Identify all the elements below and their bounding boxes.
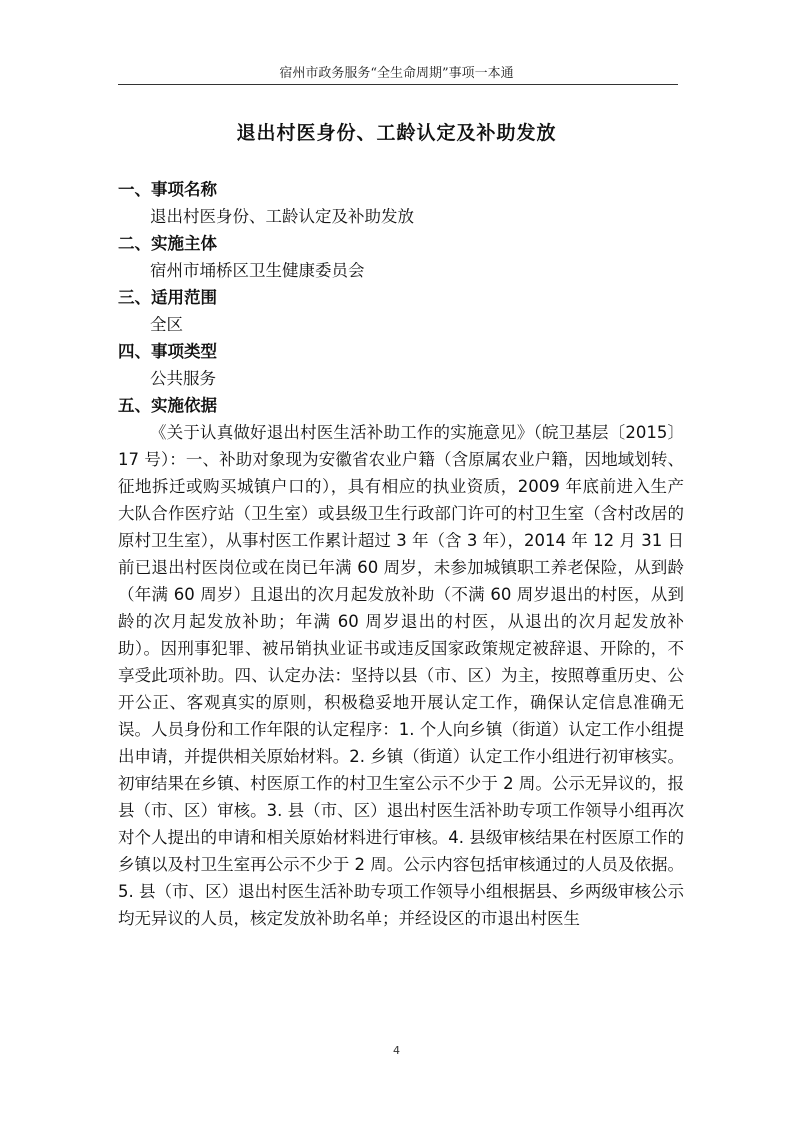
section-value-scope: 全区 [150,315,183,334]
section-value-item-name: 退出村医身份、工龄认定及补助发放 [150,207,414,226]
header-rule [118,84,678,85]
section-heading-scope: 三、适用范围 [118,288,217,307]
document-body [118,176,684,932]
section-value-subject: 宿州市埇桥区卫生健康委员会 [150,261,365,280]
section-heading-type: 四、事项类型 [118,342,217,361]
section-heading-basis: 五、实施依据 [118,396,217,415]
section-value-type: 公共服务 [150,369,216,388]
document-title: 退出村医身份、工龄认定及补助发放 [236,122,557,144]
section-text-basis: 《关于认真做好退出村医生活补助工作的实施意见》（皖卫基层〔2015〕17 号）：一、补助对象现为安徽省农业户籍（含原属农业户籍，因地域划转、征地拆迁或购买城镇户口的），具有相应的执业资质，2009 年底前进入生产大队合作医疗站（卫生室）或县级卫生行政部门许可的村卫生室（含村改居的原村卫生室），从事村医工作累计超过 3 年（含 3 年），2014 年 12 月 31 日前已退出村医岗位或在岗已年满 60 周岁，未参加城镇职工养老保险，从到龄（年满 60 周岁）且退出的次月起发放补助（不满 60 周岁退出的村医，从到龄的次月起发放补助；年满 60 周岁退出的村医，从退出的次月起发放补助）。因刑事犯罪、被吊销执业证书或违反国家政策规定被辞退、开除的，不享受此项补助。四、认定办法：坚持以县（市、区）为主，按照尊重历史、公开公正、客观真实的原则，积极稳妥地开展认定工作，确保认定信息准确无误。人员身份和工作年限的认定程序：1. 个人向乡镇（街道）认定工作小组提出申请，并提供相关原始材料。2. 乡镇（街道）认定工作小组进行初审核实。初审结果在乡镇、村医原工作的村卫生室公示不少于 2 周。公示无异议的，报县（市、区）审核。3. 县（市、区）退出村医生活补助专项工作领导小组再次对个人提出的申请和相关原始材料进行审核。4. 县级审核结果在村医原工作的乡镇以及村卫生室再公示不少于 2 周。公示内容包括审核通过的人员及依据。5. 县（市、区）退出村医生活补助专项工作领导小组根据县、乡两级审核公示均无异议的人员，核定发放补助名单；并经设区的市退出村医生 [118,423,684,928]
section-heading-subject: 二、实施主体 [118,234,217,253]
page-number: 4 [393,1044,400,1057]
running-header: 宿州市政务服务“全生命周期”事项一本通 [279,66,514,81]
section-heading-item-name: 一、事项名称 [118,180,217,199]
